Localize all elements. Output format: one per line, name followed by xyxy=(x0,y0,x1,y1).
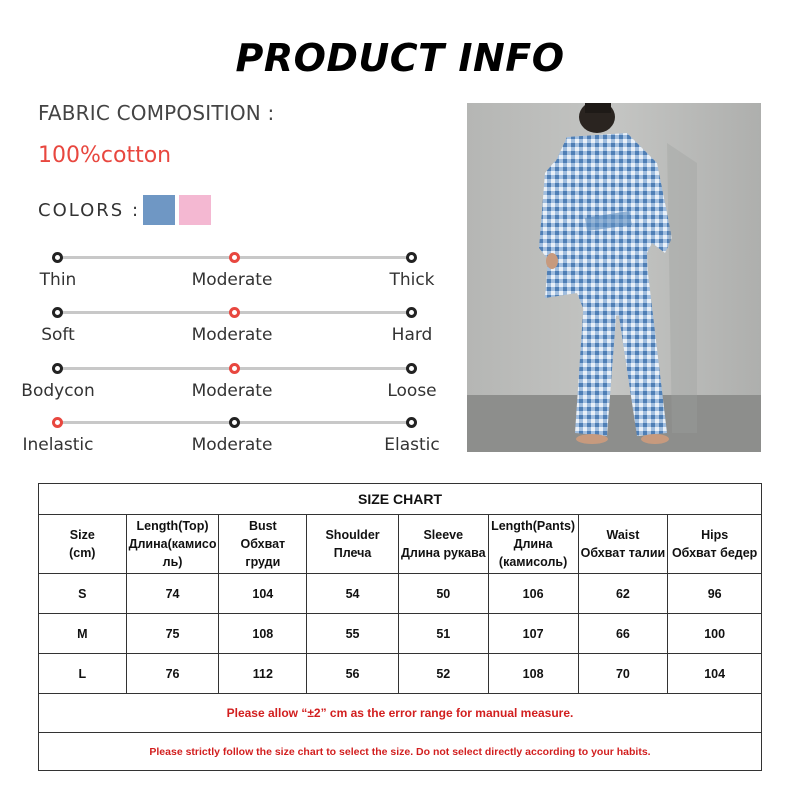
scale-dot-left xyxy=(52,307,63,318)
scale-label-middle: Moderate xyxy=(191,270,273,290)
header-size: Size (cm) xyxy=(39,515,127,574)
header-bust: Bust Обхват груди xyxy=(219,515,307,574)
softness-scale xyxy=(0,305,460,355)
cell: 51 xyxy=(398,614,488,654)
scale-dot-right xyxy=(406,417,417,428)
scale-dot-right xyxy=(406,252,417,263)
cell: L xyxy=(39,654,127,694)
header-shoulder: Shoulder Плеча xyxy=(307,515,399,574)
cell: 52 xyxy=(398,654,488,694)
cell: 55 xyxy=(307,614,399,654)
scale-dot-right xyxy=(406,307,417,318)
header-waist: Waist Обхват талии xyxy=(578,515,668,574)
fabric-composition-value: 100%cotton xyxy=(38,143,172,168)
scale-label-right: Loose xyxy=(387,381,437,401)
measurement-note-row xyxy=(39,694,762,733)
measurement-error-note: Please allow “±2” cm as the error range for manual measure. xyxy=(39,694,762,733)
scale-dot-left xyxy=(52,252,63,263)
cell: 104 xyxy=(668,654,762,694)
scale-dot-middle xyxy=(229,417,240,428)
header-length-top: Length(Top) Длина(камисо ль) xyxy=(126,515,219,574)
scale-dot-middle xyxy=(229,252,240,263)
scale-label-middle: Moderate xyxy=(191,381,273,401)
scale-label-right: Elastic xyxy=(384,435,440,455)
color-swatch-blue[interactable] xyxy=(143,195,175,225)
cell: 62 xyxy=(578,574,668,614)
scale-dot-left xyxy=(52,417,63,428)
scale-dot-middle xyxy=(229,307,240,318)
cell: 107 xyxy=(488,614,578,654)
scale-dot-left xyxy=(52,363,63,374)
cell: 100 xyxy=(668,614,762,654)
scale-label-middle: Moderate xyxy=(191,325,273,345)
fit-scale xyxy=(0,361,460,411)
cell: 106 xyxy=(488,574,578,614)
size-advice-note: Please strictly follow the size chart to select the size. Do not select directly according to your habits. xyxy=(39,733,762,771)
scale-dot-right xyxy=(406,363,417,374)
header-hips: Hips Обхват бедер xyxy=(668,515,762,574)
cell: 74 xyxy=(126,574,219,614)
thickness-scale xyxy=(0,250,460,300)
cell: 75 xyxy=(126,614,219,654)
fabric-composition-label: FABRIC COMPOSITION : xyxy=(38,101,275,125)
model-in-gingham-set-image xyxy=(467,103,761,452)
cell: 56 xyxy=(307,654,399,694)
cell: 66 xyxy=(578,614,668,654)
colors-label: COLORS : xyxy=(38,200,141,221)
color-swatch-pink[interactable] xyxy=(179,195,211,225)
size-chart-header-row xyxy=(39,515,762,574)
scale-label-middle: Moderate xyxy=(191,435,273,455)
scale-label-left: Thin xyxy=(39,270,77,290)
scale-label-right: Hard xyxy=(391,325,433,345)
cell: 54 xyxy=(307,574,399,614)
elasticity-scale xyxy=(0,415,460,465)
size-chart-title: SIZE CHART xyxy=(39,484,762,515)
size-advice-note-row xyxy=(39,733,762,771)
cell: 50 xyxy=(398,574,488,614)
cell: 96 xyxy=(668,574,762,614)
table-row xyxy=(39,654,762,694)
header-sleeve: Sleeve Длина рукава xyxy=(398,515,488,574)
scale-label-right: Thick xyxy=(389,270,435,290)
cell: 76 xyxy=(126,654,219,694)
scale-label-left: Bodycon xyxy=(21,381,95,401)
cell: 108 xyxy=(488,654,578,694)
header-length-pants: Length(Pants) Длина (камисоль) xyxy=(488,515,578,574)
cell: 112 xyxy=(219,654,307,694)
scale-dot-middle xyxy=(229,363,240,374)
scale-label-left: Soft xyxy=(41,325,75,345)
cell: 108 xyxy=(219,614,307,654)
cell: M xyxy=(39,614,127,654)
size-chart-table xyxy=(38,483,762,771)
product-photo xyxy=(467,103,761,452)
cell: 104 xyxy=(219,574,307,614)
table-row xyxy=(39,614,762,654)
cell: S xyxy=(39,574,127,614)
cell: 70 xyxy=(578,654,668,694)
page-title: PRODUCT INFO xyxy=(235,36,565,80)
scale-label-left: Inelastic xyxy=(22,435,94,455)
table-row xyxy=(39,574,762,614)
